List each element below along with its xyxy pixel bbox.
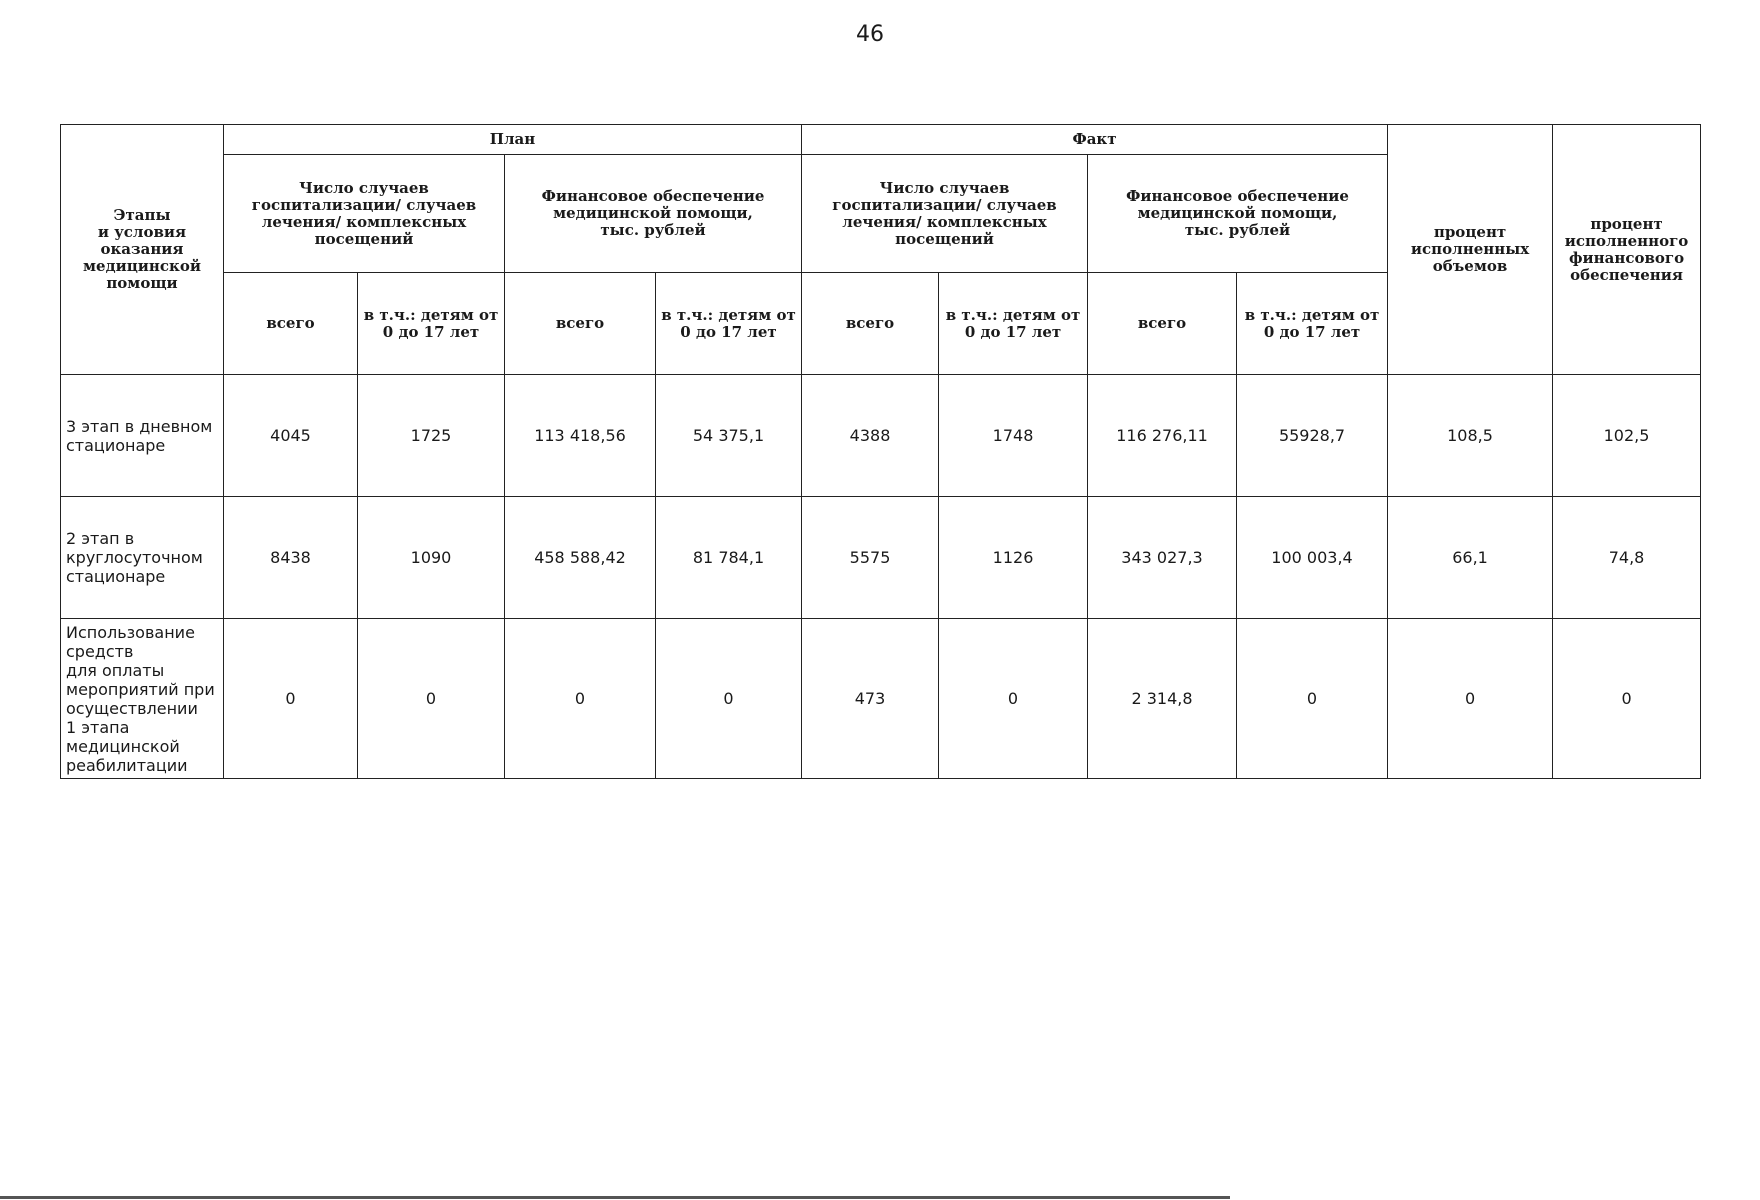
pct-finance-cell: 102,5 xyxy=(1553,375,1701,497)
fact-finance-children-cell: 0 xyxy=(1237,619,1388,779)
plan-cases-total-cell: 4045 xyxy=(224,375,358,497)
stage-header: Этапы и условия оказания медицинской помощи xyxy=(61,125,224,375)
pct-volume-cell: 66,1 xyxy=(1388,497,1553,619)
fact-finance-total-cell: 116 276,11 xyxy=(1088,375,1237,497)
plan-cases-children-cell: 0 xyxy=(358,619,505,779)
pct-finance-cell: 0 xyxy=(1553,619,1701,779)
fact-finance-children-cell: 100 003,4 xyxy=(1237,497,1388,619)
fact-cases-children-cell: 0 xyxy=(939,619,1088,779)
plan-finance-total-cell: 113 418,56 xyxy=(505,375,656,497)
stage-cell: 3 этап в дневном стационаре xyxy=(61,375,224,497)
fact-cases-children-cell: 1126 xyxy=(939,497,1088,619)
fact-cases-header: Число случаев госпитализации/ случаев лечения/ комплексных посещений xyxy=(802,155,1088,273)
plan-finance-children-cell: 54 375,1 xyxy=(656,375,802,497)
plan-cases-children-header: в т.ч.: детям от 0 до 17 лет xyxy=(358,273,505,375)
header-row-1 xyxy=(61,125,1701,155)
report-table xyxy=(60,124,1701,779)
fact-finance-total-header: всего xyxy=(1088,273,1237,375)
fact-cases-total-cell: 5575 xyxy=(802,497,939,619)
table-row xyxy=(61,497,1701,619)
fact-finance-children-cell: 55928,7 xyxy=(1237,375,1388,497)
plan-finance-header: Финансовое обеспечение медицинской помощи, тыс. рублей xyxy=(505,155,802,273)
fact-finance-total-cell: 343 027,3 xyxy=(1088,497,1237,619)
fact-cases-total-header: всего xyxy=(802,273,939,375)
pct-finance-header: процент исполненного финансового обеспечения xyxy=(1553,125,1701,375)
pct-volume-cell: 0 xyxy=(1388,619,1553,779)
fact-finance-total-cell: 2 314,8 xyxy=(1088,619,1237,779)
stage-cell: 2 этап в круглосуточном стационаре xyxy=(61,497,224,619)
plan-cases-children-cell: 1725 xyxy=(358,375,505,497)
pct-finance-cell: 74,8 xyxy=(1553,497,1701,619)
bottom-rule xyxy=(0,1196,1230,1199)
plan-cases-total-header: всего xyxy=(224,273,358,375)
plan-finance-children-cell: 0 xyxy=(656,619,802,779)
fact-header: Факт xyxy=(802,125,1388,155)
pct-volume-cell: 108,5 xyxy=(1388,375,1553,497)
table-row xyxy=(61,619,1701,779)
plan-cases-header: Число случаев госпитализации/ случаев лечения/ комплексных посещений xyxy=(224,155,505,273)
plan-cases-children-cell: 1090 xyxy=(358,497,505,619)
plan-finance-children-cell: 81 784,1 xyxy=(656,497,802,619)
fact-cases-children-header: в т.ч.: детям от 0 до 17 лет xyxy=(939,273,1088,375)
plan-finance-total-cell: 458 588,42 xyxy=(505,497,656,619)
fact-cases-total-cell: 4388 xyxy=(802,375,939,497)
plan-cases-total-cell: 8438 xyxy=(224,497,358,619)
plan-finance-children-header: в т.ч.: детям от 0 до 17 лет xyxy=(656,273,802,375)
fact-cases-children-cell: 1748 xyxy=(939,375,1088,497)
fact-finance-header: Финансовое обеспечение медицинской помощи, тыс. рублей xyxy=(1088,155,1388,273)
page-number: 46 xyxy=(856,22,884,47)
plan-header: План xyxy=(224,125,802,155)
table-row xyxy=(61,375,1701,497)
pct-volume-header: процент исполненных объемов xyxy=(1388,125,1553,375)
stage-cell: Использование средств для оплаты мероприятий при осуществлении 1 этапа медицинской реабилитации xyxy=(61,619,224,779)
plan-cases-total-cell: 0 xyxy=(224,619,358,779)
fact-finance-children-header: в т.ч.: детям от 0 до 17 лет xyxy=(1237,273,1388,375)
fact-cases-total-cell: 473 xyxy=(802,619,939,779)
plan-finance-total-header: всего xyxy=(505,273,656,375)
plan-finance-total-cell: 0 xyxy=(505,619,656,779)
